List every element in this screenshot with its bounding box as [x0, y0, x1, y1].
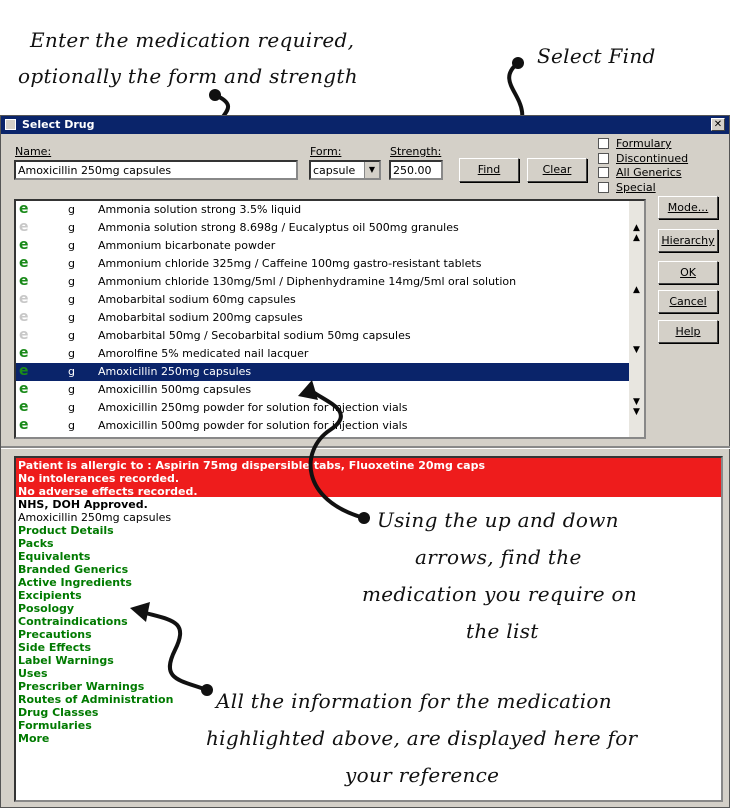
electronic-icon: e — [19, 345, 29, 361]
annotation-arrows-line3: medication you require on — [362, 582, 638, 606]
electronic-icon: e — [19, 273, 29, 289]
find-button[interactable] — [459, 158, 519, 182]
clear-button[interactable] — [527, 158, 587, 182]
drug-name: Amobarbital 50mg / Secobarbital sodium 50mg capsules — [98, 329, 411, 342]
ok-button[interactable] — [658, 261, 718, 284]
info-link[interactable]: Formularies — [18, 719, 92, 732]
ok-button-label: OK — [680, 266, 696, 279]
info-link[interactable]: Label Warnings — [18, 654, 114, 667]
drug-name: Amorolfine 5% medicated nail lacquer — [98, 347, 309, 360]
drug-name: Ammonium chloride 130mg/5ml / Diphenhydramine 14mg/5ml oral solution — [98, 275, 517, 288]
drug-list-row[interactable] — [16, 327, 629, 345]
find-button-label: Find — [477, 163, 501, 176]
title-bar — [1, 116, 729, 134]
drug-type: g — [68, 239, 75, 252]
scroll-up-icon[interactable]: ▲ — [633, 285, 640, 295]
electronic-icon: e — [19, 309, 29, 325]
annotation-arrows-line4: the list — [466, 619, 539, 643]
electronic-icon: e — [19, 291, 29, 307]
info-link[interactable]: Product Details — [18, 524, 114, 537]
electronic-icon: e — [19, 201, 29, 217]
drug-name-text: Amoxicillin 250mg capsules — [18, 511, 172, 524]
info-link[interactable]: More — [18, 732, 50, 745]
checkbox-label: All Generics — [616, 166, 682, 179]
hierarchy-button[interactable] — [658, 229, 718, 252]
info-link[interactable]: Packs — [18, 537, 54, 550]
name-input[interactable]: Amoxicillin 250mg capsules — [14, 160, 298, 180]
info-link[interactable]: Posology — [18, 602, 75, 615]
electronic-icon: e — [19, 237, 29, 253]
strength-input[interactable]: 250.00 — [389, 160, 443, 180]
electronic-icon: e — [19, 255, 29, 271]
drug-type: g — [68, 203, 75, 216]
annotation-info-line2: highlighted above, are displayed here for — [206, 726, 638, 750]
drug-type: g — [68, 401, 75, 414]
drug-type: g — [68, 419, 75, 432]
electronic-icon: e — [19, 399, 29, 415]
annotation-arrows-line1: Using the up and down — [377, 508, 619, 532]
clear-button-label: Clear — [542, 163, 572, 176]
electronic-icon: e — [19, 363, 29, 379]
drug-name: Ammonium chloride 325mg / Caffeine 100mg gastro-resistant tablets — [98, 257, 482, 270]
annotation-enter-line1: Enter the medication required, — [30, 28, 355, 52]
checkbox-box[interactable] — [598, 138, 609, 149]
info-link[interactable]: Precautions — [18, 628, 92, 641]
drug-list-row[interactable] — [16, 273, 629, 291]
electronic-icon: e — [19, 219, 29, 235]
annotation-arrows-bottom — [0, 360, 730, 720]
drug-name: Amobarbital sodium 200mg capsules — [98, 311, 303, 324]
checkbox-label: Formulary — [616, 137, 672, 150]
mode-button[interactable] — [658, 196, 718, 219]
cancel-button-label: Cancel — [669, 295, 707, 308]
drug-name: Ammonium bicarbonate powder — [98, 239, 276, 252]
form-label: Form: — [310, 145, 342, 158]
info-link[interactable]: Equivalents — [18, 550, 91, 563]
drug-type: g — [68, 383, 75, 396]
checkbox-label: Special — [616, 181, 656, 194]
info-link[interactable]: Contraindications — [18, 615, 128, 628]
approval-text: NHS, DOH Approved. — [18, 498, 148, 511]
scroll-top-icon[interactable]: ▲ ▲ — [633, 223, 640, 243]
drug-list-row[interactable] — [16, 201, 629, 219]
drug-list-row[interactable] — [16, 237, 629, 255]
scroll-down-icon[interactable]: ▼ — [633, 345, 640, 355]
electronic-icon: e — [19, 381, 29, 397]
drug-name: Amoxicillin 500mg capsules — [98, 383, 252, 396]
drug-list-row[interactable] — [16, 219, 629, 237]
checkbox-label: Discontinued — [616, 152, 689, 165]
form-select[interactable] — [309, 160, 381, 180]
app-icon — [5, 119, 16, 130]
drug-list-row[interactable] — [16, 309, 629, 327]
drug-type: g — [68, 257, 75, 270]
annotation-select-find: Select Find — [537, 44, 656, 68]
drug-name: Amoxicillin 250mg powder for solution for injection vials — [98, 401, 408, 414]
drug-list-row[interactable] — [16, 291, 629, 309]
drug-type: g — [68, 329, 75, 342]
window-title: Select Drug — [22, 118, 95, 131]
drug-name: Amoxicillin 250mg capsules — [98, 365, 252, 378]
checkbox-box[interactable] — [598, 153, 609, 164]
info-link[interactable]: Prescriber Warnings — [18, 680, 145, 693]
cancel-button[interactable] — [658, 290, 718, 313]
drug-type: g — [68, 275, 75, 288]
info-link[interactable]: Excipients — [18, 589, 82, 602]
drug-type: g — [68, 347, 75, 360]
info-link[interactable]: Drug Classes — [18, 706, 99, 719]
allergy-text: Patient is allergic to : Aspirin 75mg dispersible tabs, Fluoxetine 20mg caps — [18, 459, 486, 472]
drug-list-row[interactable] — [16, 255, 629, 273]
intolerances-text: No intolerances recorded. — [18, 472, 180, 485]
mode-button-label: Mode... — [667, 201, 709, 214]
annotation-info-line3: your reference — [345, 763, 500, 787]
info-link[interactable]: Side Effects — [18, 641, 92, 654]
annotation-arrows-line2: arrows, find the — [415, 545, 582, 569]
strength-label: Strength: — [390, 145, 442, 158]
drug-name: Amoxicillin 500mg powder for solution for injection vials — [98, 419, 408, 432]
help-button-label: Help — [675, 325, 701, 338]
chevron-down-icon[interactable]: ▼ — [364, 162, 379, 178]
drug-name: Ammonia solution strong 8.698g / Eucalyptus oil 500mg granules — [98, 221, 459, 234]
drug-name: Amobarbital sodium 60mg capsules — [98, 293, 296, 306]
form-select-value: capsule — [313, 164, 356, 177]
checkbox-box[interactable] — [598, 182, 609, 193]
info-link[interactable]: Routes of Administration — [18, 693, 174, 706]
checkbox-box[interactable] — [598, 167, 609, 178]
drug-type: g — [68, 365, 75, 378]
drug-type: g — [68, 311, 75, 324]
electronic-icon: e — [19, 417, 29, 433]
electronic-icon: e — [19, 327, 29, 343]
annotation-info-line1: All the information for the medication — [216, 689, 612, 713]
annotation-enter-line2: optionally the form and strength — [18, 64, 358, 88]
drug-name: Ammonia solution strong 3.5% liquid — [98, 203, 302, 216]
info-link[interactable]: Branded Generics — [18, 563, 129, 576]
close-icon[interactable]: ✕ — [711, 118, 725, 131]
drug-type: g — [68, 293, 75, 306]
info-link[interactable]: Active Ingredients — [18, 576, 132, 589]
help-button[interactable] — [658, 320, 718, 343]
adverse-text: No adverse effects recorded. — [18, 485, 198, 498]
hierarchy-button-label: Hierarchy — [661, 234, 715, 247]
drug-type: g — [68, 221, 75, 234]
name-label: Name: — [15, 145, 52, 158]
info-link[interactable]: Uses — [18, 667, 48, 680]
scroll-bottom-icon[interactable]: ▼ ▼ — [633, 397, 640, 417]
